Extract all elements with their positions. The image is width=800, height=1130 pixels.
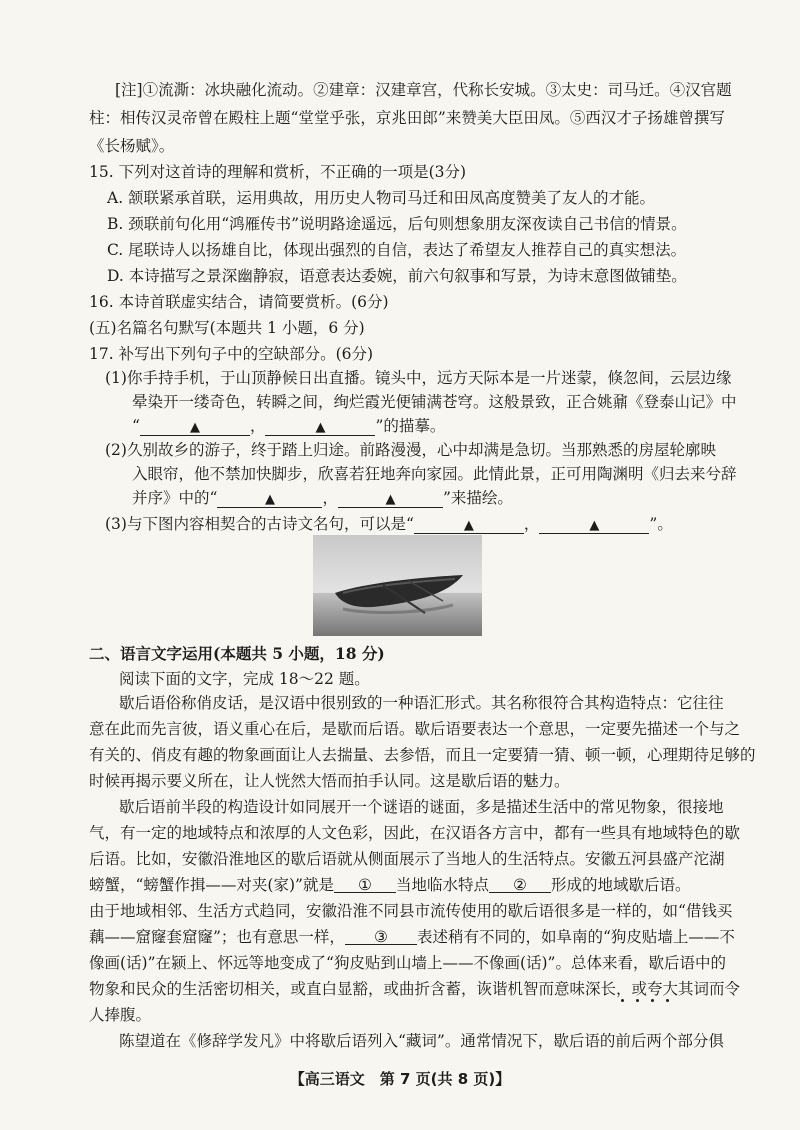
passage-line: 人捧腹。: [89, 1006, 152, 1024]
question-16-stem: 16. 本诗首联虚实结合，请简要赏析。(6分): [89, 293, 389, 311]
note-line-1: [注]①流澌：冰块融化流动。②建章：汉建章宫，代称长安城。③太史：司马迁。④汉官题: [115, 81, 732, 99]
q17-part2-line3: 并序》中的“ ▲ ， ▲ ”来描绘。: [132, 489, 513, 507]
emphasis-dot: [621, 999, 624, 1002]
passage-line: 歇后语前半段的构造设计如同展开一个谜语的谜面，多是描述生活中的常见物象，很接地: [119, 798, 724, 816]
answer-blank[interactable]: [539, 517, 649, 534]
passage-line: 后语。比如，安徽沿淮地区的歇后语就从侧面展示了当地人的生活特点。安徽五河县盛产沱湖: [89, 850, 725, 868]
question-15-option-d: D. 本诗描写之景深幽静寂，语意表达委婉，前六句叙事和写景，为诗末意图做铺垫。: [107, 267, 687, 285]
passage-line: 由于地域相邻、生活方式趋同，安徽沿淮不同县市流传使用的歇后语很多是一样的，如“借钱买: [89, 902, 733, 920]
note-line-2: 柱：相传汉灵帝曾在殿柱上题“堂堂乎张，京兆田郎”来赞美大臣田凤。⑤西汉才子扬雄曾撰写: [89, 109, 725, 127]
passage-line-with-blank: 藕——窟窿套窟窿”；也有意思一样， ③ 表述稍有不同的，如阜南的“狗皮贴墙上——不: [89, 928, 735, 946]
passage-line: 意在此而先言彼，语义重心在后，是歇而后语。歇后语要表达一个意思，一定要先描述一个与之: [89, 720, 741, 738]
blank-marker: ▲: [189, 420, 200, 435]
answer-blank[interactable]: [140, 419, 250, 436]
emphasis-dot: [636, 999, 639, 1002]
emphasis-dot: [651, 999, 654, 1002]
passage-line: 物象和民众的生活密切相关，或直白显豁，或曲折含蓄，诙谐机智而意味深长，或夸大其词而令: [89, 980, 741, 998]
section-2-instruction: 阅读下面的文字，完成 18～22 题。: [119, 670, 370, 688]
answer-blank[interactable]: [217, 491, 322, 508]
answer-blank[interactable]: [338, 491, 443, 508]
blank-marker: ▲: [463, 518, 474, 533]
q17-part3-line: (3)与下图内容相契合的古诗文名句，可以是“ ▲ ， ▲ ”。: [105, 515, 673, 533]
answer-blank[interactable]: [265, 419, 375, 436]
question-15-option-c: C. 尾联诗人以扬雄自比，体现出强烈的自信，表达了希望友人推荐自己的真实想法。: [107, 241, 687, 259]
question-17-stem: 17. 补写出下列句子中的空缺部分。(6分): [89, 345, 374, 363]
passage-blank-3[interactable]: ③: [345, 930, 417, 945]
passage-line: 陈望道在《修辞学发凡》中将歇后语列入“藏词”。通常情况下，歇后语的前后两个部分俱: [119, 1032, 724, 1050]
passage-line: 有关的、俏皮有趣的物象画面让人去揣量、去参悟，而且一定要猜一猜、顿一顿，心理期待足够的: [89, 746, 756, 764]
q17-part1-line3: “ ▲ ， ▲ ”的描摹。: [132, 417, 446, 435]
passage-line: 歇后语俗称俏皮话，是汉语中很别致的一种语汇形式。其名称很符合其构造特点：它往往: [119, 694, 724, 712]
q17-part1-line1: (1)你手持手机，于山顶静候日出直播。镜头中，远方天际本是一片迷蒙，倏忽间，云层边缘: [105, 369, 732, 387]
section-2-title: 二、语言文字运用(本题共 5 小题，18 分): [89, 644, 385, 663]
passage-line-with-blanks: 螃蟹，“螃蟹作揖——对夹(家)”就是 ① 当地临水特点 ② 形成的地域歇后语。: [89, 876, 691, 894]
question-15-option-b: B. 颈联前句化用“鸿雁传书”说明路途遥远，后句则想象朋友深夜读自己书信的情景。: [107, 215, 687, 233]
passage-line: 时候再揭示要义所在，让人恍然大悟而拍手认同。这是歇后语的魅力。: [89, 772, 570, 790]
q17-part2-line2: 入眼帘，他不禁加快脚步，欣喜若狂地奔向家园。此情此景，正可用陶渊明《归去来兮辞: [132, 465, 737, 483]
passage-blank-1[interactable]: ①: [334, 878, 396, 893]
passage-line: 像画(话)”在颍上、怀远等地变成了“狗皮贴到山墙上——不像画(话)”。总体来看，歇后语中的: [89, 954, 726, 972]
page-footer: 【高三语文 第 7 页(共 8 页)】: [289, 1070, 511, 1088]
section-5-title: (五)名篇名句默写(本题共 1 小题，6 分): [89, 319, 365, 337]
blank-marker: ▲: [264, 492, 275, 507]
q17-part1-line2: 晕染开一缕奇色，转瞬之间，绚烂霞光便铺满苍穹。这般景致，正合姚鼐《登泰山记》中: [132, 393, 737, 411]
question-15-option-a: A. 颔联紧承首联，运用典故，用历史人物司马迁和田凤高度赞美了友人的才能。: [107, 189, 656, 207]
passage-line: 气，有一定的地域特点和浓厚的人文色彩，因此，在汉语各方言中，都有一些具有地域特色的歇: [89, 824, 741, 842]
note-line-3: 《长杨赋》。: [89, 137, 175, 155]
boat-image-icon: [313, 535, 482, 636]
blank-marker: ▲: [589, 518, 600, 533]
question-15-stem: 15. 下列对这首诗的理解和赏析，不正确的一项是(3分): [89, 163, 467, 181]
emphasis-dot: [666, 999, 669, 1002]
passage-blank-2[interactable]: ②: [489, 878, 551, 893]
blank-marker: ▲: [385, 492, 396, 507]
blank-marker: ▲: [315, 420, 326, 435]
q17-part2-line1: (2)久别故乡的游子，终于踏上归途。前路漫漫，心中却满是急切。当那熟悉的房屋轮廓映: [105, 441, 716, 459]
boat-photo: [313, 535, 482, 636]
answer-blank[interactable]: [414, 517, 524, 534]
